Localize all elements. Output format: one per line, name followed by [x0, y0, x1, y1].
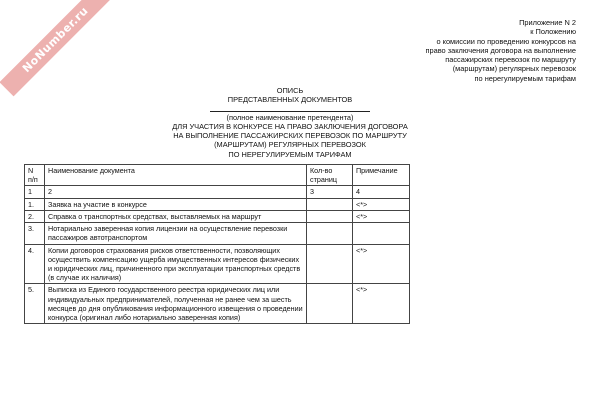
subtitle-line: НА ВЫПОЛНЕНИЕ ПАССАЖИРСКИХ ПЕРЕВОЗОК ПО МАРШРУТУ — [173, 131, 407, 140]
appendix-header — [376, 18, 576, 83]
row-note — [353, 223, 410, 244]
row-number: 4. — [25, 244, 45, 284]
subtitle-line: ПО НЕРЕГУЛИРУЕМЫМ ТАРИФАМ — [228, 149, 352, 159]
row-number: 5. — [25, 284, 45, 324]
row-pages — [307, 244, 353, 284]
header-note: Примечание — [353, 165, 410, 186]
table-row — [25, 198, 410, 210]
table-row — [25, 223, 410, 244]
appendix-line: (маршрутам) регулярных перевозок — [452, 64, 576, 74]
subtitle-line: (МАРШРУТАМ) РЕГУЛЯРНЫХ ПЕРЕВОЗОК — [214, 140, 366, 150]
row-document-name: Справка о транспортных средствах, выставляемых на маршрут — [45, 210, 307, 222]
row-pages — [307, 198, 353, 210]
numbering-cell: 4 — [353, 186, 410, 198]
numbering-cell: 2 — [45, 186, 307, 198]
row-note: <*> — [353, 198, 410, 210]
appendix-line: о комиссии по проведению конкурсов на — [436, 36, 576, 46]
row-document-name: Копии договоров страхования рисков ответственности, позволяющих осуществить компенсацию ущерба имущественных интересов физических и юридических лиц, причиненного при эксплуатации транспортных средств (в случае их наличия) — [45, 244, 307, 284]
subtitle-line: ДЛЯ УЧАСТИЯ В КОНКУРСЕ НА ПРАВО ЗАКЛЮЧЕНИЯ ДОГОВОРА — [172, 121, 408, 131]
row-pages — [307, 284, 353, 324]
row-number: 1. — [25, 198, 45, 210]
applicant-caption: (полное наименование претендента) — [226, 112, 354, 122]
row-note: <*> — [353, 284, 410, 324]
applicant-name-blank-line — [210, 111, 370, 112]
header-number: N п/п — [25, 165, 45, 186]
title-line-2: ПРЕДСТАВЛЕННЫХ ДОКУМЕНТОВ — [227, 95, 353, 105]
row-note: <*> — [353, 244, 410, 284]
appendix-line: к Положению — [530, 27, 576, 37]
appendix-line: по нерегулируемым тарифам — [474, 73, 576, 83]
numbering-cell: 3 — [307, 186, 353, 198]
header-document-name: Наименование документа — [45, 165, 307, 186]
appendix-line: Приложение N 2 — [519, 18, 576, 27]
table-numbering-row — [25, 186, 410, 198]
numbering-cell: 1 — [25, 186, 45, 198]
title-line-1: ОПИСЬ — [276, 86, 304, 95]
table-row — [25, 284, 410, 324]
header-pages: Кол-во страниц — [307, 165, 353, 186]
table-header-row — [25, 165, 410, 186]
row-document-name: Выписка из Единого государственного реестра юридических лиц или индивидуальных предпринимателей, полученная не ранее чем за шесть месяцев до дня опубликования информационного извещения о проведении конкурса (оригинал либо нотариально заверенная копия) — [45, 284, 307, 324]
row-note: <*> — [353, 210, 410, 222]
document-title-block — [160, 86, 420, 159]
appendix-line: пассажирских перевозок по маршруту — [445, 55, 576, 64]
row-number: 3. — [25, 223, 45, 244]
row-number: 2. — [25, 210, 45, 222]
site-watermark: NoNumber.ru — [0, 0, 112, 96]
row-pages — [307, 223, 353, 244]
table-row — [25, 244, 410, 284]
documents-table — [24, 164, 410, 324]
table-row — [25, 210, 410, 222]
appendix-line: право заключения договора на выполнение — [425, 45, 576, 55]
row-document-name: Заявка на участие в конкурсе — [45, 198, 307, 210]
row-document-name: Нотариально заверенная копия лицензии на осуществление перевозки пассажиров автотранспортом — [45, 223, 307, 244]
row-pages — [307, 210, 353, 222]
